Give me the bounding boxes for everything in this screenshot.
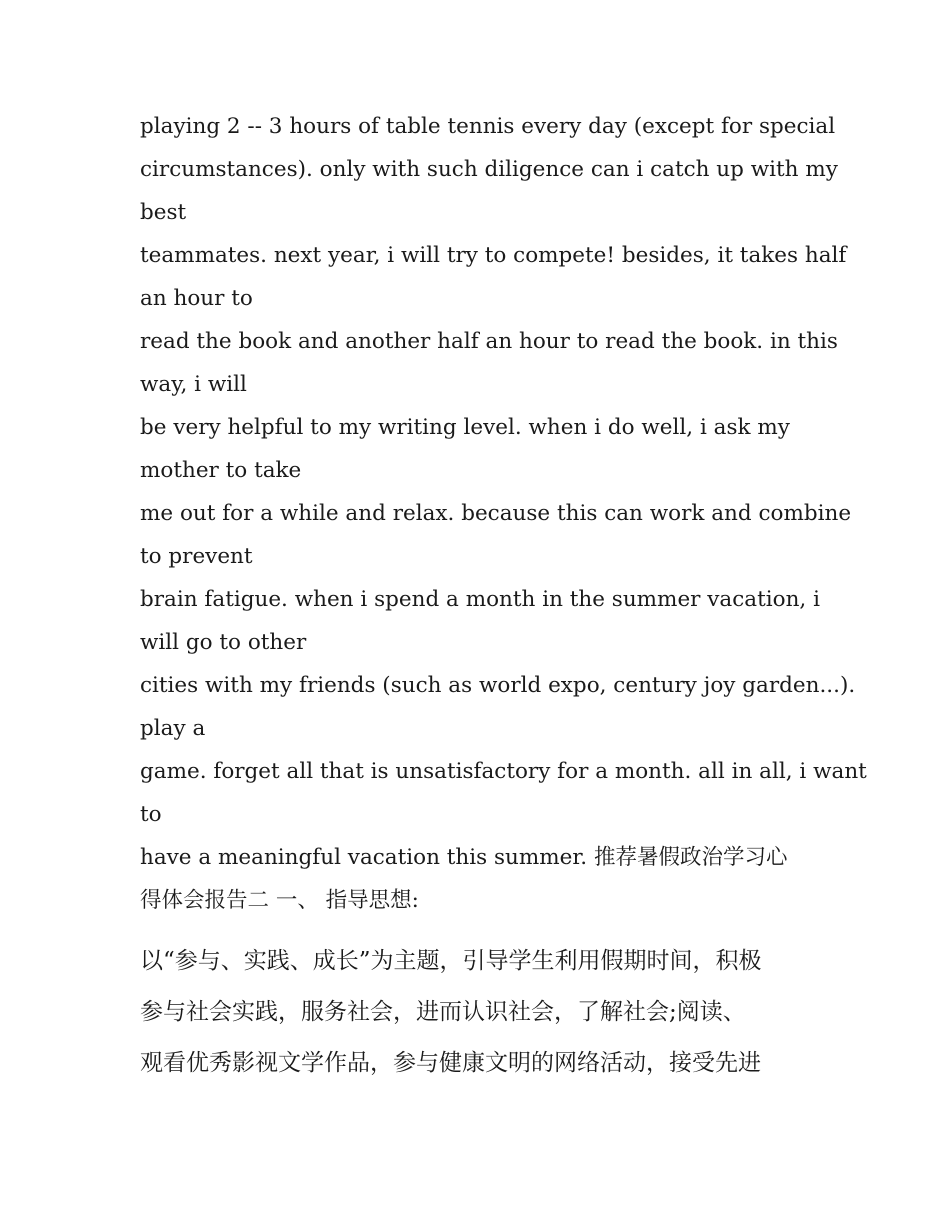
- text-line: be very helpful to my writing level. when i do well, i ask my: [140, 415, 790, 440]
- text-line: to prevent: [140, 544, 253, 569]
- text-line: to: [140, 802, 162, 827]
- text-line: me out for a while and relax. because this can work and combine: [140, 501, 852, 526]
- text-line: brain fatigue. when i spend a month in the summer vacation, i: [140, 587, 820, 612]
- text-line: play a: [140, 716, 206, 741]
- text-line: have a meaningful vacation this summer. 推荐暑假政治学习心: [140, 845, 788, 870]
- text-line: way, i will: [140, 372, 247, 397]
- text-line: cities with my friends (such as world expo, century joy garden...).: [140, 673, 856, 698]
- text-line: will go to other: [140, 630, 307, 655]
- text-line: 观看优秀影视文学作品，参与健康文明的网络活动，接受先进: [140, 1050, 761, 1076]
- text-line: playing 2 -- 3 hours of table tennis every day (except for special: [140, 114, 836, 139]
- text-line: circumstances). only with such diligence can i catch up with my: [140, 157, 838, 182]
- text-line: game. forget all that is unsatisfactory for a month. all in all, i want: [140, 759, 867, 784]
- text-line: 得体会报告二 一、 指导思想:: [140, 888, 419, 913]
- chinese-paragraph: [140, 936, 830, 1089]
- text-line: teammates. next year, i will try to compete! besides, it takes half: [140, 243, 847, 268]
- body-text: [140, 105, 867, 922]
- text-line: read the book and another half an hour to read the book. in this: [140, 329, 838, 354]
- text-line: best: [140, 200, 187, 225]
- text-line: an hour to: [140, 286, 253, 311]
- text-line: mother to take: [140, 458, 302, 483]
- text-line: 以“参与、实践、成长”为主题，引导学生利用假期时间，积极: [140, 948, 762, 974]
- text-line: 参与社会实践，服务社会，进而认识社会，了解社会;阅读、: [140, 999, 746, 1025]
